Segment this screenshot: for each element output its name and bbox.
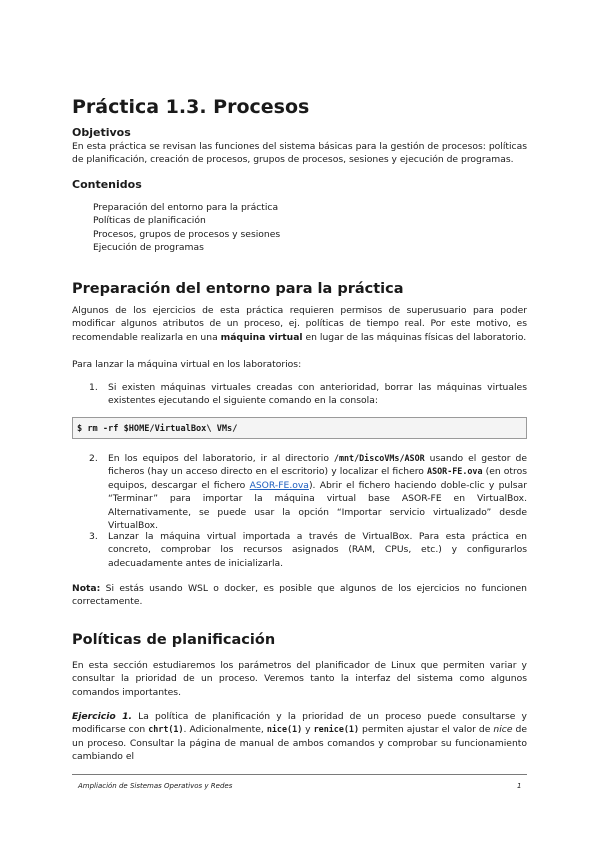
section-heading-politicas: Políticas de planificación — [72, 632, 276, 648]
page-title: Práctica 1.3. Procesos — [72, 96, 310, 118]
ova-download-link[interactable]: ASOR-FE.ova — [249, 479, 309, 491]
step2-text: En los equipos del laboratorio, ir al directorio /mnt/DiscoVMs/ASOR usando el gestor de ficheros (hay un acceso directo en el escritorio) y localizar el fichero ASOR-FE.ova (en otros equipos, descargar el fichero ASOR-FE.ova). Abrir el fichero haciendo doble-clic y pulsar “Terminar” para importar la máquina virtual base ASOR-FE en VirtualBox. Alternativamente, se puede usar la opción “Importar servicio virtualizado” desde VirtualBox. — [108, 453, 528, 532]
toc-item-politicas[interactable]: Políticas de planificación — [93, 215, 206, 227]
objetivos-heading: Objetivos — [72, 126, 131, 139]
lanzar-text: Para lanzar la máquina virtual en los laboratorios: — [72, 359, 302, 370]
step1-number: 1. — [89, 382, 98, 393]
preparacion-intro: Algunos de los ejercicios de esta práctica requieren permisos de superusuario para poder modificar algunos atributos de un proceso, ej. políticas de tiempo real. Por este motivo, es recomendable realizarla en una máquina virtual en lugar de las máquinas físicas del laboratorio. — [72, 305, 527, 343]
contenidos-heading: Contenidos — [72, 178, 142, 191]
nota-label: Nota: — [72, 583, 101, 594]
step3-number: 3. — [89, 531, 98, 542]
contents-list — [93, 201, 280, 255]
footer-course-name: Ampliación de Sistemas Operativos y Redes — [78, 782, 233, 790]
code-block: $ rm -rf $HOME/VirtualBox\ VMs/ — [72, 417, 527, 439]
footer-page-number: 1 — [517, 782, 522, 790]
step1-text: Si existen máquinas virtuales creadas con anterioridad, borrar las máquinas virtuales existentes ejecutando el siguiente comando en la consola: — [108, 382, 527, 407]
politicas-intro: En esta sección estudiaremos los parámetros del planificador de Linux que permiten variar y consultar la prioridad de un proceso. Veremos tanto la interfaz del sistema como algunos comandos importantes. — [72, 660, 527, 698]
step3-text: Lanzar la máquina virtual importada a través de VirtualBox. Para esta práctica en concreto, comprobar los recursos asignados (RAM, CPUs, etc.) y configurarlos adecuadamente antes de inicializarla. — [108, 531, 527, 569]
nota-paragraph: Nota: Si estás usando WSL o docker, es posible que algunos de los ejercicios no funcionen correctamente. — [72, 583, 527, 608]
footer-divider — [72, 774, 527, 775]
ejercicio-1-label: Ejercicio 1. — [72, 711, 132, 722]
toc-item-ejecucion[interactable]: Ejecución de programas — [93, 242, 204, 254]
objetivos-text: En esta práctica se revisan las funciones del sistema básicas para la gestión de procesos: políticas de planificación, creación de procesos, grupos de procesos, sesiones y ejecución de programas. — [72, 141, 527, 166]
ejercicio-1-paragraph: Ejercicio 1. La política de planificación y la prioridad de un proceso puede consultarse y modificarse con chrt(1). Adicionalmente, nice(1) y renice(1) permiten ajustar el valor de nice de un proceso. Consultar la página de manual de ambos comandos y comprobar su funcionamiento cambiando el — [72, 711, 527, 763]
step2-number: 2. — [89, 453, 98, 464]
section-heading-preparacion: Preparación del entorno para la práctica — [72, 281, 404, 297]
toc-item-procesos[interactable]: Procesos, grupos de procesos y sesiones — [93, 228, 281, 240]
toc-item-preparacion[interactable]: Preparación del entorno para la práctica — [93, 202, 279, 213]
